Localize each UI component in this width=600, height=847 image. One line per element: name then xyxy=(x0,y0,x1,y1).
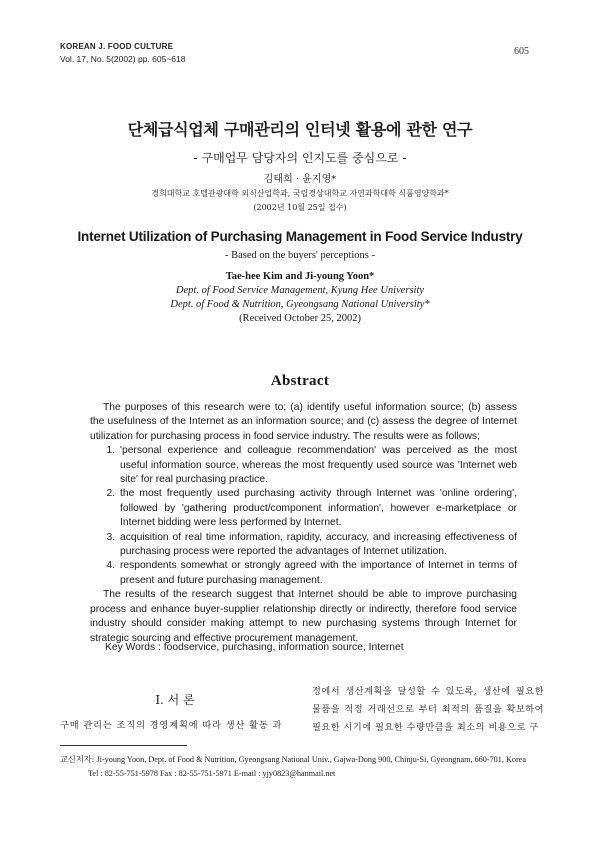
korean-authors: 김태희 · 윤지영* xyxy=(263,174,337,185)
journal-name: KOREAN J. FOOD CULTURE xyxy=(60,42,174,51)
footnote-contact: Tel : 82-55-751-5978 Fax : 82-55-751-5971 E-mail : yjy0823@hanmail.net xyxy=(88,769,336,778)
abstract-intro: The purposes of this research were to; (a) identify useful information source; (b) assess the usefulness of the Internet as an information source; and (c) assess the degree of Internet utilization for purchasing process in food service industry. The results were as follows; xyxy=(90,402,517,442)
body-text-left-column: 구매 관리는 조직의 경영계획에 따라 생산 활동 과 xyxy=(60,720,283,731)
korean-subtitle: - 구매업무 담당자의 인지도를 중심으로 - xyxy=(193,151,407,165)
body-text-right-column: 정에서 생산계획을 달성할 수 있도록, 생산에 필요한 물품을 적정 거래선으로 부터 최적의 품질을 확보하여 필요한 시기에 필요한 수량만큼을 최소의 비용으로 구 xyxy=(312,686,544,733)
footnote-divider xyxy=(60,745,187,746)
korean-title: 단체급식업체 구매관리의 인터넷 활용에 관한 연구 xyxy=(127,120,473,139)
keywords: Key Words : foodservice, purchasing, information source, Internet xyxy=(105,642,404,653)
list-item: 3. acquisition of real time information, rapidity, accuracy, and increasing effectiveness of purchasing process were reported the advantages of Internet utilization. xyxy=(118,531,517,560)
english-authors: Tae-hee Kim and Ji-young Yoon* xyxy=(225,271,375,282)
page-number: 605 xyxy=(514,46,529,57)
english-title: Internet Utilization of Purchasing Management in Food Service Industry xyxy=(77,229,523,244)
abstract-heading: Abstract xyxy=(270,373,330,389)
abstract-results-list xyxy=(90,444,517,588)
list-item: 2. the most frequently used purchasing activity through Internet was 'online ordering', followed by 'gathering product/component information', however e-marketplace or Internet bidding were less performed by Internet. xyxy=(118,487,517,530)
english-subtitle: - Based on the buyers' perceptions - xyxy=(224,250,375,261)
korean-received-date: (2002년 10월 25일 접수) xyxy=(253,203,347,212)
journal-volume: Vol. 17, No. 5(2002) pp. 605~618 xyxy=(60,54,186,64)
english-dept-2: Dept. of Food & Nutrition, Gyeongsang National University* xyxy=(170,299,430,310)
korean-affiliation: 경희대학교 호텔관광대학 외식산업학과, 국립경상대학교 자연과학대학 식품영양학과* xyxy=(151,189,449,198)
abstract-conclusion: The results of the research suggest that Internet should be able to improve purchasing process and enhance buyer-supplier relationship directly or indirectly, therefore food service industry should consider making attempt to new purchasing systems through Internet for strategic sourcing and effective procurement management. xyxy=(90,589,517,644)
list-item: 1. 'personal experience and colleague recommendation' was perceived as the most useful information source, whereas the most frequently used source was 'Internet web site' for real purchasing practice. xyxy=(118,444,517,487)
abstract-body xyxy=(90,401,517,646)
english-received-date: (Received October 25, 2002) xyxy=(239,313,361,324)
english-dept-1: Dept. of Food Service Management, Kyung Hee University xyxy=(175,285,425,296)
footnote-address: Ji-young Yoon, Dept. of Food & Nutrition, Gyeongsang National Univ., Gajwa-Dong 900, Chinju-Si, Gyeongnam, 660-701, Korea xyxy=(96,755,526,764)
section-heading-introduction: I. 서 론 xyxy=(155,693,195,707)
corresponding-author-footnote xyxy=(60,752,544,781)
footnote-label: 교신저자: xyxy=(60,754,95,764)
journal-header xyxy=(60,41,185,65)
list-item: 4. respondents somewhat or strongly agreed with the importance of Internet in terms of present and future purchasing management. xyxy=(118,559,517,588)
